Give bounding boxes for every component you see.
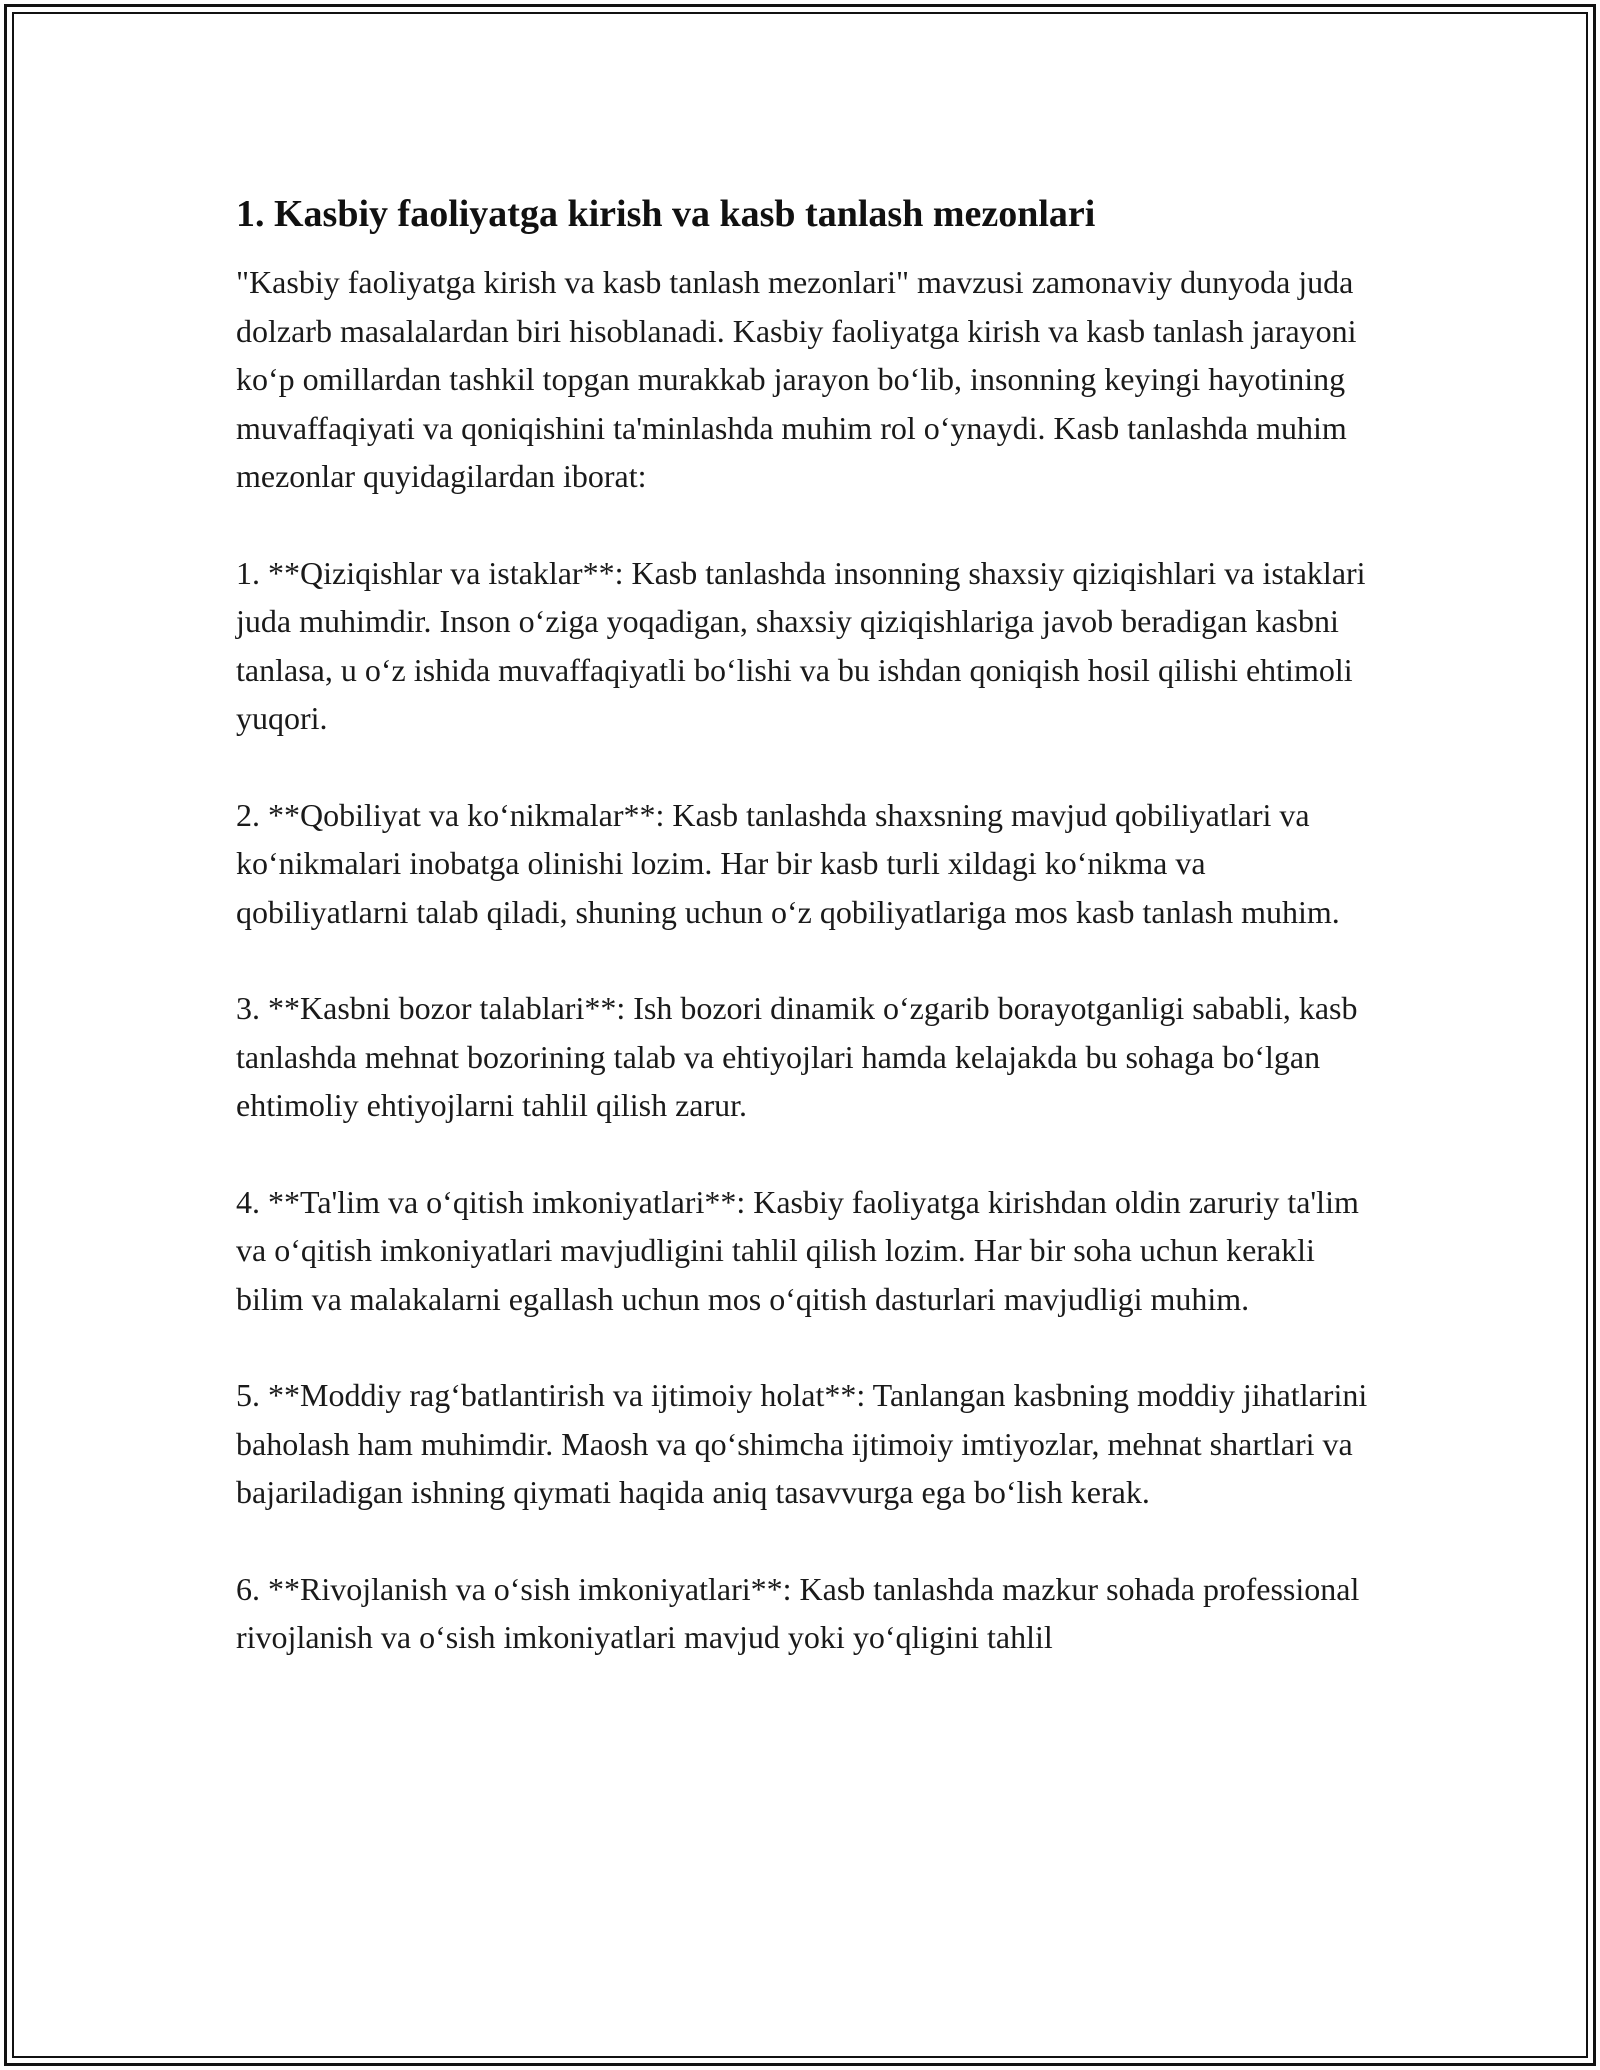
- criterion-2-paragraph: 2. **Qobiliyat va ko‘nikmalar**: Kasb tanlashda shaxsning mavjud qobiliyatlari va ko‘nikmalari inobatga olinishi lozim. Har bir kasb turli xildagi ko‘nikma va qobiliyatlarni talab qiladi, shuning uchun o‘z qobiliyatlariga mos kasb tanlash muhim.: [236, 796, 1340, 930]
- criterion-4-paragraph: 4. **Ta'lim va o‘qitish imkoniyatlari**: Kasbiy faoliyatga kirishdan oldin zaruriy ta'lim va o‘qitish imkoniyatlari mavjudligini tahlil qilish lozim. Har bir soha uchun kerakli bilim va malakalarni egallash uchun mos o‘qitish dasturlari mavjudligi muhim.: [236, 1183, 1359, 1317]
- intro-paragraph: "Kasbiy faoliyatga kirish va kasb tanlash mezonlari" mavzusi zamonaviy dunyoda juda dolzarb masalalardan biri hisoblanadi. Kasbiy faoliyatga kirish va kasb tanlash jarayoni ko‘p omillardan tashkil topgan murakkab jarayon bo‘lib, insonning keyingi hayotining muvaffaqiyati va qoniqishini ta'minlashda muhim rol o‘ynaydi. Kasb tanlashda muhim mezonlar quyidagilardan iborat:: [236, 264, 1357, 494]
- criterion-1-paragraph: 1. **Qiziqishlar va istaklar**: Kasb tanlashda insonning shaxsiy qiziqishlari va istaklari juda muhimdir. Inson o‘ziga yoqadigan, shaxsiy qiziqishlariga javob beradigan kasbni tanlasa, u o‘z ishida muvaffaqiyatli bo‘lishi va bu ishdan qoniqish hosil qilishi ehtimoli yuqori.: [236, 554, 1366, 736]
- criterion-6-paragraph: 6. **Rivojlanish va o‘sish imkoniyatlari**: Kasb tanlashda mazkur sohada professional rivojlanish va o‘sish imkoniyatlari mavjud yoki yo‘qligini tahlil: [236, 1570, 1360, 1655]
- criterion-3-paragraph: 3. **Kasbni bozor talablari**: Ish bozori dinamik o‘zgarib borayotganligi sababli, kasb tanlashda mehnat bozorining talab va ehtiyojlari hamda kelajakda bu sohaga bo‘lgan ehtimoliy ehtiyojlarni tahlil qilish zarur.: [236, 990, 1358, 1123]
- section-heading: 1. Kasbiy faoliyatga kirish va kasb tanlash mezonlari: [236, 193, 1096, 235]
- criterion-5-paragraph: 5. **Moddiy rag‘batlantirish va ijtimoiy holat**: Tanlangan kasbning moddiy jihatlarini baholash ham muhimdir. Maosh va qo‘shimcha ijtimoiy imtiyozlar, mehnat shartlari va bajariladigan ishning qiymati haqida aniq tasavvurga ega bo‘lish kerak.: [236, 1377, 1368, 1510]
- document-body: [236, 186, 1376, 1710]
